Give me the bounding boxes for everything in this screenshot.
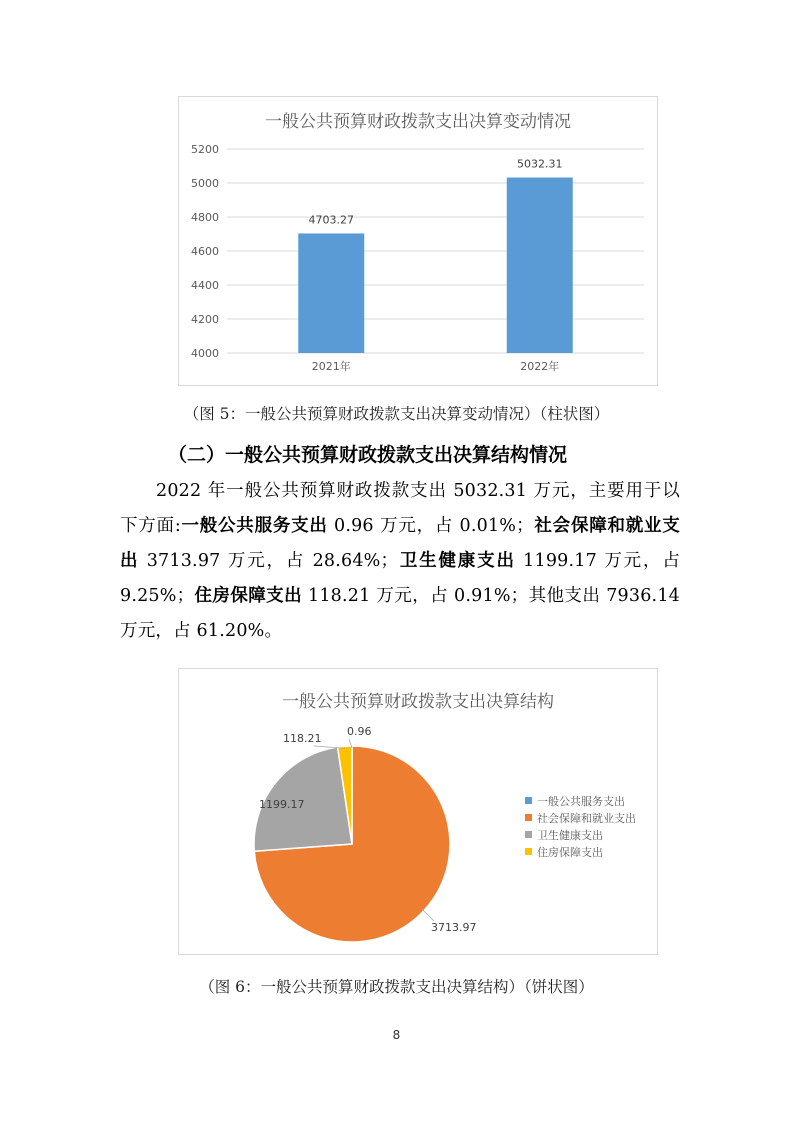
bar-data-label: 5032.31: [517, 157, 563, 171]
y-tick-label: 4200: [191, 313, 219, 326]
bar-chart: [178, 96, 658, 386]
bar: [507, 178, 573, 353]
item3-text: 1199.17 万元，占 9.25%；: [120, 551, 681, 606]
figure-5-caption: （图 5：一般公共预算财政拨款支出决算变动情况）（柱状图）: [183, 405, 610, 423]
pie-data-label: 3713.97: [431, 921, 477, 934]
legend-label: 社会保障和就业支出: [537, 811, 636, 825]
legend-item: [525, 843, 636, 860]
legend-swatch: [525, 814, 532, 821]
pie-leader-line: [422, 909, 434, 921]
y-tick-label: 4800: [191, 211, 219, 224]
pie-legend: [525, 792, 636, 860]
pie-chart-title: 一般公共预算财政拨款支出决算结构: [282, 692, 554, 712]
page-number: 8: [392, 1028, 401, 1042]
legend-swatch: [525, 797, 532, 804]
y-tick-label: 4600: [191, 245, 219, 258]
item4-name: 住房保障支出: [194, 586, 303, 606]
y-tick-label: 4400: [191, 279, 219, 292]
section-heading: （二）一般公共预算财政拨款支出决算结构情况: [168, 444, 568, 466]
bar-chart-title: 一般公共预算财政拨款支出决算变动情况: [265, 112, 571, 132]
y-tick-label: 4000: [191, 347, 219, 360]
legend-label: 一般公共服务支出: [537, 794, 625, 808]
x-tick-label: 2022年: [520, 360, 560, 373]
body-paragraph: [120, 474, 680, 649]
paragraph-end: 其他支出 7936.14 万元，占 61.20%。: [120, 586, 680, 641]
bar-data-label: 4703.27: [308, 213, 354, 227]
item1-name: 一般公共服务支出: [180, 516, 328, 536]
x-tick-label: 2021年: [311, 360, 351, 373]
legend-swatch: [525, 831, 532, 838]
item4-text: 118.21 万元，占 0.91%；: [302, 586, 529, 606]
legend-label: 卫生健康支出: [537, 828, 603, 842]
y-tick-label: 5200: [191, 143, 219, 156]
bar-chart-plot: [179, 97, 659, 387]
y-tick-label: 5000: [191, 177, 219, 190]
pie-data-label: 118.21: [283, 732, 322, 745]
item2-text: 3713.97 万元，占 28.64%；: [139, 551, 399, 571]
legend-item: [525, 792, 636, 809]
item3-name: 卫生健康支出: [398, 551, 516, 571]
item1-text: 0.96 万元，占 0.01%；: [327, 516, 534, 536]
legend-item: [525, 809, 636, 826]
figure-6-caption: （图 6：一般公共预算财政拨款支出决算结构）（饼状图）: [199, 978, 594, 996]
pie-data-label: 1199.17: [259, 798, 305, 811]
paragraph-intro: 2022 年一般公共预算财政拨款支出 5032.31 万元，主要用于以下方面:: [120, 481, 680, 536]
legend-label: 住房保障支出: [537, 845, 603, 859]
legend-swatch: [525, 848, 532, 855]
legend-item: [525, 826, 636, 843]
pie-data-label: 0.96: [347, 725, 372, 738]
bar: [298, 233, 364, 353]
item2-name: 社会保障和就业支出: [120, 516, 680, 571]
